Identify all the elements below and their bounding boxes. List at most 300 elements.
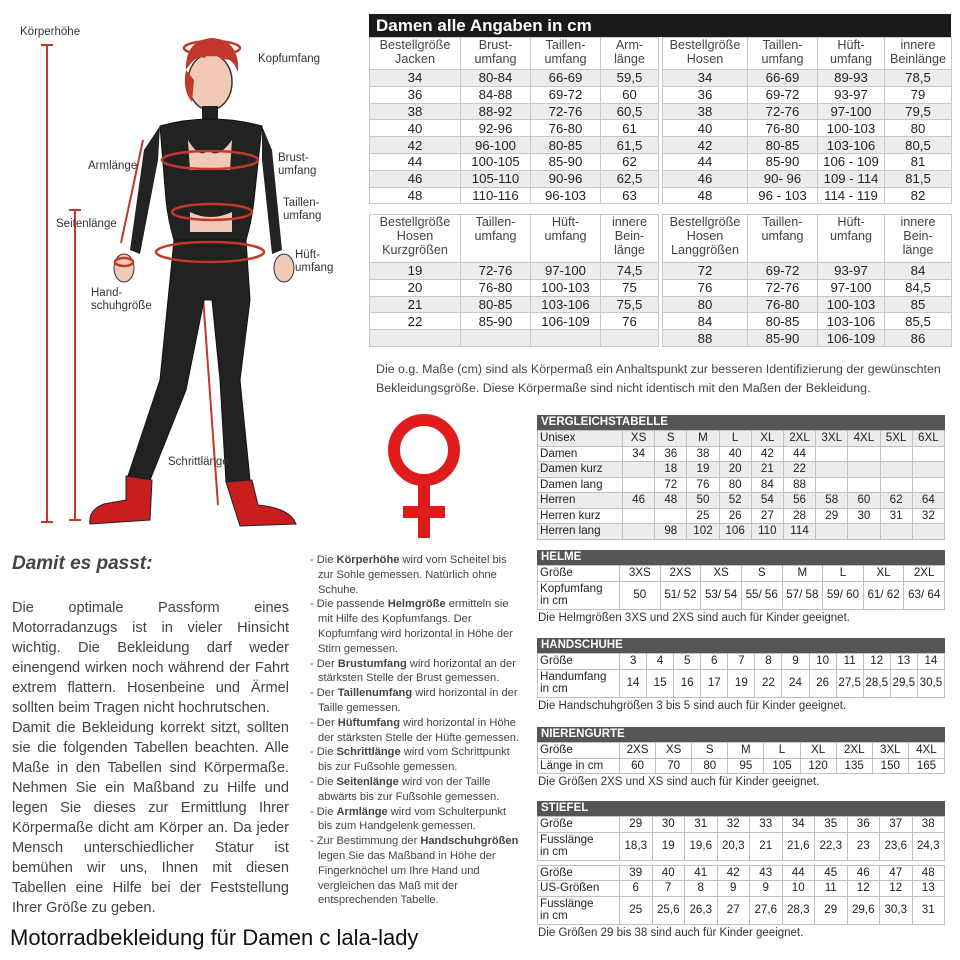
table-cell: 7 xyxy=(652,881,685,897)
table-row xyxy=(370,187,952,204)
table-cell: 106-109 xyxy=(531,313,601,330)
helme-table xyxy=(537,550,945,624)
table-cell: 18 xyxy=(655,462,687,478)
stiefel-note: Die Größen 29 bis 38 sind auch für Kinder geeignet. xyxy=(538,926,804,939)
tip-item: - Der Brustumfang wird horizontal an der stärksten Stelle der Brust gemessen. xyxy=(310,657,516,685)
table-cell: M xyxy=(782,566,823,582)
tip-term: Seitenlänge xyxy=(336,775,399,788)
table-row xyxy=(370,279,952,296)
table-cell: 30,3 xyxy=(880,896,913,924)
table-cell: L xyxy=(823,566,864,582)
table-cell: 4 xyxy=(647,654,674,670)
tip-term: Brustumfang xyxy=(337,657,407,670)
table-cell: 84-88 xyxy=(461,86,531,103)
table-cell: 98 xyxy=(655,524,687,540)
table-cell: 8 xyxy=(685,881,718,897)
table-cell: M xyxy=(687,431,719,447)
table-row xyxy=(538,431,945,447)
table-cell: 40 xyxy=(663,120,748,137)
table-cell: 114 xyxy=(783,524,815,540)
table-cell: 23 xyxy=(847,832,880,860)
kurz-lang-table xyxy=(369,214,952,347)
table-row xyxy=(538,669,945,697)
table-cell: 32 xyxy=(912,508,944,524)
header-cell: Hüft- umfang xyxy=(818,215,885,263)
table-cell xyxy=(848,524,880,540)
table-cell: S xyxy=(741,566,782,582)
table-cell: 2XS xyxy=(660,566,701,582)
table-row xyxy=(538,446,945,462)
table-cell: 55/ 56 xyxy=(741,581,782,609)
table-cell: 58 xyxy=(816,493,848,509)
table-cell: 85-90 xyxy=(531,153,601,170)
table-cell: 85-90 xyxy=(461,313,531,330)
table-cell: 63 xyxy=(601,187,659,204)
table-row xyxy=(538,832,945,860)
table-cell: 78,5 xyxy=(885,70,952,87)
table-cell: 4XL xyxy=(848,431,880,447)
table-cell: 72-76 xyxy=(461,263,531,280)
row-label: Größe xyxy=(538,654,620,670)
table-cell: M xyxy=(728,743,764,759)
table-cell: 76-80 xyxy=(531,120,601,137)
table-cell: 60 xyxy=(620,758,656,774)
table-cell: 76 xyxy=(663,279,748,296)
footer-caption: Motorradbekleidung für Damen c lala-lady xyxy=(10,925,419,950)
table-row xyxy=(370,86,952,103)
table-cell: 45 xyxy=(815,865,848,881)
table-cell: 48 xyxy=(370,187,461,204)
table-cell: 54 xyxy=(751,493,783,509)
table-cell: 96-103 xyxy=(531,187,601,204)
table-cell xyxy=(816,524,848,540)
table-cell: 29 xyxy=(816,508,848,524)
table-cell: 43 xyxy=(750,865,783,881)
table-cell: 27 xyxy=(751,508,783,524)
table-cell xyxy=(912,446,944,462)
table-cell: 50 xyxy=(620,581,661,609)
table-cell: 75 xyxy=(601,279,659,296)
table-cell: 93-97 xyxy=(818,86,885,103)
table-cell: XS xyxy=(701,566,742,582)
tip-term: Schrittlänge xyxy=(336,746,401,759)
nierengurte-note: Die Größen 2XS und XS sind auch für Kinder geeignet. xyxy=(538,776,820,788)
table-cell: 12 xyxy=(847,881,880,897)
tip-term: Handschuhgrößen xyxy=(420,835,519,848)
table-cell: 35 xyxy=(815,817,848,833)
table-cell: 84 xyxy=(751,477,783,493)
table-cell: 28,5 xyxy=(863,669,890,697)
table-cell xyxy=(848,477,880,493)
row-label: Größe xyxy=(538,743,620,759)
table-cell: 22 xyxy=(370,313,461,330)
table-cell: 40 xyxy=(370,120,461,137)
table-cell: 150 xyxy=(872,758,908,774)
table-cell: 79 xyxy=(885,86,952,103)
table-cell: 46 xyxy=(663,170,748,187)
table-cell: 120 xyxy=(800,758,836,774)
table-cell: 69-72 xyxy=(748,263,818,280)
table-row xyxy=(538,477,945,493)
table-cell xyxy=(655,508,687,524)
table-cell: 3XL xyxy=(816,431,848,447)
header-cell: Taillen- umfang xyxy=(748,215,818,263)
table-cell: 72 xyxy=(655,477,687,493)
table-cell: 84 xyxy=(885,263,952,280)
table-cell: 97-100 xyxy=(818,279,885,296)
measure-tips xyxy=(310,553,522,908)
table-cell: XL xyxy=(863,566,904,582)
table-cell: 31 xyxy=(685,817,718,833)
table-cell: 11 xyxy=(815,881,848,897)
helme-title: HELME xyxy=(537,550,945,565)
table-cell: 2XL xyxy=(904,566,945,582)
header-cell: innere Beinlänge xyxy=(885,38,952,70)
table-row xyxy=(538,524,945,540)
table-cell: 20,3 xyxy=(717,832,750,860)
table-row xyxy=(538,654,945,670)
table-cell: 22 xyxy=(755,669,782,697)
table-cell: 75,5 xyxy=(601,296,659,313)
header-cell: Hüft- umfang xyxy=(818,38,885,70)
row-label: Größe xyxy=(538,865,620,881)
table-cell: 85,5 xyxy=(885,313,952,330)
table-cell: 66-69 xyxy=(748,70,818,87)
tip-item: - Die passende Helmgröße ermitteln sie mit Hilfe des Kopfumfangs. Der Kopfumfang wird horizontal in Höhe der Stirn gemessen. xyxy=(310,598,513,655)
table-row xyxy=(538,493,945,509)
handschuhe-note: Die Handschuhgrößen 3 bis 5 sind auch für Kinder geeignet. xyxy=(538,699,847,712)
table-cell: 62 xyxy=(880,493,912,509)
table-cell: 6 xyxy=(620,881,653,897)
table-cell: 36 xyxy=(847,817,880,833)
table-cell: 110-116 xyxy=(461,187,531,204)
table-cell: 29 xyxy=(620,817,653,833)
row-label: Damen xyxy=(538,446,623,462)
header-cell: Bestellgröße Jacken xyxy=(370,38,461,70)
table-cell: 103-106 xyxy=(818,313,885,330)
table-cell xyxy=(912,477,944,493)
table-cell: 46 xyxy=(370,170,461,187)
tip-term: Taillenumfang xyxy=(337,687,413,700)
header-cell: innere Bein- länge xyxy=(885,215,952,263)
table-cell: 70 xyxy=(656,758,692,774)
table-cell: 62,5 xyxy=(601,170,659,187)
table-cell: 88 xyxy=(663,330,748,347)
row-label: Unisex xyxy=(538,431,623,447)
header-cell: Taillen- umfang xyxy=(461,215,531,263)
table-cell: 92-96 xyxy=(461,120,531,137)
table-cell: 76 xyxy=(601,313,659,330)
table-cell: 10 xyxy=(782,881,815,897)
table-cell: 47 xyxy=(880,865,913,881)
table-row xyxy=(538,865,945,881)
table-cell: 95 xyxy=(728,758,764,774)
table-cell: 59,5 xyxy=(601,70,659,87)
table-cell: 102 xyxy=(687,524,719,540)
jacken-hosen-table xyxy=(369,37,952,204)
stiefel-title: STIEFEL xyxy=(537,801,945,816)
vergleich-title: VERGLEICHSTABELLE xyxy=(537,415,945,430)
table-cell: 85 xyxy=(885,296,952,313)
table-cell: 44 xyxy=(783,446,815,462)
row-label: Damen lang xyxy=(538,477,623,493)
table-cell: 26,3 xyxy=(685,896,718,924)
table-cell xyxy=(623,462,655,478)
table-cell: 14 xyxy=(917,654,944,670)
table-cell: 20 xyxy=(370,279,461,296)
table-cell xyxy=(461,330,531,347)
helme-note: Die Helmgrößen 3XS und 2XS sind auch für Kinder geeignet. xyxy=(538,611,850,624)
table-cell: 26 xyxy=(809,669,836,697)
label-handschuhgroesse: Hand- schuhgröße xyxy=(91,287,152,312)
tip-item: - Der Hüftumfang wird horizontal in Höhe der stärksten Stelle der Hüfte gemessen. xyxy=(310,716,520,744)
table-cell: 165 xyxy=(908,758,944,774)
row-label: Herren xyxy=(538,493,623,509)
table-cell: 80,5 xyxy=(885,137,952,154)
header-row xyxy=(370,38,952,70)
table-cell xyxy=(531,330,601,347)
table-cell: 90-96 xyxy=(531,170,601,187)
table-cell: 27,5 xyxy=(836,669,863,697)
header-cell: Arm- länge xyxy=(601,38,659,70)
table-cell xyxy=(601,330,659,347)
table-cell: 106 xyxy=(719,524,751,540)
table-cell: 56 xyxy=(783,493,815,509)
table-cell: 57/ 58 xyxy=(782,581,823,609)
table-cell: 84,5 xyxy=(885,279,952,296)
nierengurte-table xyxy=(537,727,945,788)
table-cell xyxy=(912,462,944,478)
table-cell: 64 xyxy=(912,493,944,509)
table-cell: 100-103 xyxy=(818,296,885,313)
table-cell: 29,5 xyxy=(890,669,917,697)
table-cell: 48 xyxy=(655,493,687,509)
table-cell: 36 xyxy=(663,86,748,103)
tip-item: - Die Körperhöhe wird vom Scheitel bis zur Sohle gemessen. Natürlich ohne Schuhe. xyxy=(310,554,507,596)
handschuhe-table xyxy=(537,638,945,712)
table-cell xyxy=(816,462,848,478)
table-cell: 63/ 64 xyxy=(904,581,945,609)
header-cell: Taillen- umfang xyxy=(531,38,601,70)
table-cell xyxy=(623,477,655,493)
table-cell: 6 xyxy=(701,654,728,670)
table-cell: 22 xyxy=(783,462,815,478)
table-cell: 42 xyxy=(370,137,461,154)
table-cell: 42 xyxy=(751,446,783,462)
table-cell: 106 - 109 xyxy=(818,153,885,170)
table-cell: 5 xyxy=(674,654,701,670)
table-cell: 24 xyxy=(782,669,809,697)
table-cell: 27,6 xyxy=(750,896,783,924)
row-label: Kopfumfang in cm xyxy=(538,581,620,609)
fit-intro xyxy=(12,598,289,918)
header-cell: Hüft- umfang xyxy=(531,215,601,263)
row-label: Größe xyxy=(538,566,620,582)
table-row xyxy=(370,313,952,330)
table-row xyxy=(538,881,945,897)
intro-paragraph: Damit die Bekleidung korrekt sitzt, sollten sie die folgenden Tabellen beachten. Alle Maße in den Tabellen sind Körpermaße. Nehmen Sie ein Maßband zu Hilfe und legen Sie dieses zur Ermittlung Ihrer Körpermaße dicht am Körper an. Da jeder Mensch unterschiedlicher Statur ist bemühen wir uns, Ihnen mit diesen Tabellen eine Hilfe bei der Feststellung Ihrer Größe zu geben. xyxy=(12,720,289,916)
table-cell: 21,6 xyxy=(782,832,815,860)
table-row xyxy=(538,817,945,833)
table-cell: 80 xyxy=(692,758,728,774)
label-kopfumfang: Kopfumfang xyxy=(258,53,321,65)
table-cell: 13 xyxy=(912,881,945,897)
table-cell: 22,3 xyxy=(815,832,848,860)
table-row xyxy=(538,462,945,478)
table-cell: 48 xyxy=(663,187,748,204)
table-cell: 6XL xyxy=(912,431,944,447)
table-cell: 24,3 xyxy=(912,832,945,860)
row-label: Herren kurz xyxy=(538,508,623,524)
table-cell: 38 xyxy=(687,446,719,462)
table-row xyxy=(370,137,952,154)
table-cell: 34 xyxy=(782,817,815,833)
size-figure xyxy=(0,0,360,540)
table-cell: 25 xyxy=(687,508,719,524)
table-cell: 9 xyxy=(717,881,750,897)
table-cell: XS xyxy=(656,743,692,759)
table-cell: 109 - 114 xyxy=(818,170,885,187)
table-cell xyxy=(816,477,848,493)
table-row xyxy=(370,120,952,137)
table-cell: 21 xyxy=(751,462,783,478)
vergleichstabelle xyxy=(537,415,945,540)
table-cell: 25 xyxy=(620,896,653,924)
table-cell: 19 xyxy=(370,263,461,280)
header-row xyxy=(370,215,952,263)
table-cell: 7 xyxy=(728,654,755,670)
tip-term: Helmgröße xyxy=(387,598,446,611)
table-cell: 14 xyxy=(620,669,647,697)
table-cell: 36 xyxy=(655,446,687,462)
table-cell xyxy=(912,524,944,540)
row-label: Herren lang xyxy=(538,524,623,540)
table-cell: 62 xyxy=(601,153,659,170)
table-cell: 80-85 xyxy=(531,137,601,154)
table-cell: 2XL xyxy=(836,743,872,759)
table-cell: 8 xyxy=(755,654,782,670)
table-cell: 15 xyxy=(647,669,674,697)
row-label: US-Größen xyxy=(538,881,620,897)
table-row xyxy=(538,581,945,609)
table-cell: 93-97 xyxy=(818,263,885,280)
table-cell: 25,6 xyxy=(652,896,685,924)
table-cell: 72-76 xyxy=(748,103,818,120)
table-cell: 38 xyxy=(912,817,945,833)
table-cell: 18,3 xyxy=(620,832,653,860)
label-taillenumfang: Taillen- umfang xyxy=(283,197,322,222)
header-cell: Taillen- umfang xyxy=(748,38,818,70)
table-cell: 53/ 54 xyxy=(701,581,742,609)
table-cell: 96-100 xyxy=(461,137,531,154)
table-cell: 61 xyxy=(601,120,659,137)
table-cell: 2XS xyxy=(620,743,656,759)
table-cell: 28 xyxy=(783,508,815,524)
table-cell: 12 xyxy=(880,881,913,897)
tip-term: Armlänge xyxy=(336,805,388,818)
table-cell: 33 xyxy=(750,817,783,833)
table-cell: 76-80 xyxy=(748,296,818,313)
table-cell: 19 xyxy=(687,462,719,478)
table-cell: 74,5 xyxy=(601,263,659,280)
table-cell: 69-72 xyxy=(748,86,818,103)
table-cell: 20 xyxy=(719,462,751,478)
table-cell: 80-85 xyxy=(748,313,818,330)
table-cell: 3XL xyxy=(872,743,908,759)
table-cell: 66-69 xyxy=(531,70,601,87)
table-cell: 10 xyxy=(809,654,836,670)
table-cell: 96 - 103 xyxy=(748,187,818,204)
table-cell: 100-105 xyxy=(461,153,531,170)
table-cell: 26 xyxy=(719,508,751,524)
row-label: Damen kurz xyxy=(538,462,623,478)
table-cell: 80-85 xyxy=(461,296,531,313)
table-cell: 100-103 xyxy=(818,120,885,137)
table-cell: 80 xyxy=(663,296,748,313)
table-cell: 80 xyxy=(885,120,952,137)
table-cell: 52 xyxy=(719,493,751,509)
table-cell: 46 xyxy=(623,493,655,509)
table-cell: 100-103 xyxy=(531,279,601,296)
header-cell: innere Bein- länge xyxy=(601,215,659,263)
tip-item: - Zur Bestimmung der Handschuhgrößen legen Sie das Maßband in Höhe der Fingerknöchel um Ihre Hand und vergleichen das Maß mit der entsprechenden Tabelle. xyxy=(310,835,519,907)
table-cell: 3 xyxy=(620,654,647,670)
table-row xyxy=(370,70,952,87)
table-row xyxy=(370,153,952,170)
stiefel-table xyxy=(537,801,945,939)
tip-item: - Die Schrittlänge wird vom Schrittpunkt bis zur Fußsohle gemessen. xyxy=(310,746,510,774)
header-cell: Brust- umfang xyxy=(461,38,531,70)
table-cell: 42 xyxy=(663,137,748,154)
table-cell: 40 xyxy=(719,446,751,462)
table-cell: 13 xyxy=(890,654,917,670)
label-schrittlaenge: Schrittlänge xyxy=(168,456,229,468)
table-cell: 76-80 xyxy=(461,279,531,296)
table-cell xyxy=(848,446,880,462)
table-cell: 60,5 xyxy=(601,103,659,120)
table-cell: S xyxy=(655,431,687,447)
table-cell: 16 xyxy=(674,669,701,697)
table-cell: 50 xyxy=(687,493,719,509)
table-cell: 103-106 xyxy=(818,137,885,154)
table-cell: 3XS xyxy=(620,566,661,582)
table-cell: 48 xyxy=(912,865,945,881)
table-cell: 69-72 xyxy=(531,86,601,103)
table-cell: 5XL xyxy=(880,431,912,447)
row-label: Fusslänge in cm xyxy=(538,832,620,860)
table-cell: 11 xyxy=(836,654,863,670)
table-cell: 44 xyxy=(370,153,461,170)
row-label: Größe xyxy=(538,817,620,833)
table-cell: XS xyxy=(623,431,655,447)
header-cell: Bestellgröße Hosen Kurzgrößen xyxy=(370,215,461,263)
table-cell: 34 xyxy=(663,70,748,87)
table-cell xyxy=(880,524,912,540)
header-cell: Bestellgröße Hosen Langgrößen xyxy=(663,215,748,263)
table-cell: 86 xyxy=(885,330,952,347)
table-cell: 30,5 xyxy=(917,669,944,697)
table-cell: 34 xyxy=(623,446,655,462)
table-cell: 114 - 119 xyxy=(818,187,885,204)
table-cell: 72-76 xyxy=(531,103,601,120)
table-cell: XL xyxy=(800,743,836,759)
row-label: Länge in cm xyxy=(538,758,620,774)
table-cell: 103-106 xyxy=(531,296,601,313)
table-cell xyxy=(880,477,912,493)
table-cell: 105 xyxy=(764,758,800,774)
table-cell: 44 xyxy=(782,865,815,881)
label-brustumfang: Brust- umfang xyxy=(278,152,317,177)
